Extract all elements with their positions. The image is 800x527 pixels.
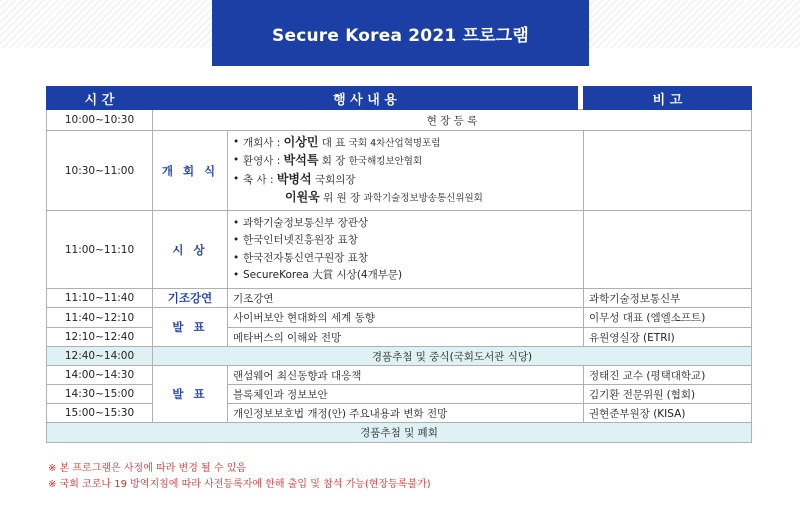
time-cell: 12:40~14:00: [47, 347, 153, 366]
category-cell: 기조강연: [153, 289, 228, 308]
speaker-line: • 개회사 : 이상민 대 표 국회 4차산업혁명포럼: [233, 134, 578, 153]
content-cell: 사이버보안 현대화의 세계 동향: [228, 308, 584, 328]
award-item: • 과학기술정보통신부 장관상: [233, 215, 578, 233]
table-row: [47, 211, 752, 289]
page-title: [212, 0, 589, 66]
table-header-row: [47, 87, 752, 110]
content-cell: [228, 211, 584, 289]
footnote: ※ 본 프로그램은 사정에 따라 변경 될 수 있음: [48, 463, 247, 474]
table-row: [47, 328, 752, 347]
time-cell: 12:10~12:40: [47, 328, 153, 347]
content-cell: 경품추첨 및 중식(국회도서관 식당): [153, 347, 752, 366]
award-item: • SecureKorea 大賞 시상(4개부문): [233, 267, 578, 285]
table-row: [47, 404, 752, 423]
table-row: [47, 366, 752, 385]
header-content: 행 사 내 용: [153, 87, 578, 110]
note-cell: 과학기술정보통신부: [584, 289, 752, 308]
time-cell: 14:30~15:00: [47, 385, 153, 404]
time-cell: 11:10~11:40: [47, 289, 153, 308]
content-cell: 현 장 등 록: [153, 110, 752, 131]
table-row: [47, 423, 752, 443]
time-cell: 14:00~14:30: [47, 366, 153, 385]
note-cell: 정태진 교수 (평택대학교): [584, 366, 752, 385]
note-cell: 유원영실장 (ETRI): [584, 328, 752, 347]
table-row: [47, 289, 752, 308]
program-table: [46, 86, 752, 443]
award-item: • 한국인터넷진흥원장 표창: [233, 232, 578, 250]
note-cell: 권현준부원장 (KISA): [584, 404, 752, 423]
speaker-line: • 축 사 : 박병석 국회의장: [233, 171, 578, 190]
award-item: • 한국전자통신연구원장 표창: [233, 250, 578, 268]
content-cell: 기조강연: [228, 289, 584, 308]
table-row: [47, 385, 752, 404]
table-row: [47, 308, 752, 328]
time-cell: 11:00~11:10: [47, 211, 153, 289]
note-cell: [584, 131, 752, 211]
table-row: [47, 131, 752, 211]
content-cell: [228, 131, 584, 211]
footnotes: [48, 461, 431, 493]
category-cell: 개 회 식: [153, 131, 228, 211]
table-row: [47, 110, 752, 131]
note-cell: 김기환 전문위원 (협회): [584, 385, 752, 404]
speaker-line: • 환영사 : 박석특 회 장 한국해킹보안협회: [233, 152, 578, 171]
content-cell: 메타버스의 이해와 전망: [228, 328, 584, 347]
time-cell: 15:00~15:30: [47, 404, 153, 423]
category-cell: 발 표: [153, 308, 228, 347]
table-row: [47, 347, 752, 366]
header-time: 시 간: [47, 87, 153, 110]
content-cell: 개인정보보호법 개정(안) 주요내용과 변화 전망: [228, 404, 584, 423]
content-cell: 블록체인과 정보보안: [228, 385, 584, 404]
category-cell: 시 상: [153, 211, 228, 289]
content-cell: 랜섬웨어 최신동향과 대응책: [228, 366, 584, 385]
note-cell: 이무성 대표 (엠엘소프트): [584, 308, 752, 328]
category-cell: 발 표: [153, 366, 228, 423]
speaker-line: 이원욱 위 원 장 과학기술정보방송통신위원회: [285, 190, 483, 204]
note-cell: [584, 211, 752, 289]
time-cell: 10:30~11:00: [47, 131, 153, 211]
header-note: 비 고: [584, 87, 752, 110]
time-cell: 11:40~12:10: [47, 308, 153, 328]
content-cell: 경품추첨 및 폐회: [47, 423, 752, 443]
footnote: ※ 국회 코로나 19 방역지침에 따라 사전등록자에 한해 출입 및 참석 가능(현장등록불가): [48, 479, 431, 490]
time-cell: 10:00~10:30: [47, 110, 153, 131]
page-title-text: Secure Korea 2021 프로그램: [272, 25, 529, 46]
